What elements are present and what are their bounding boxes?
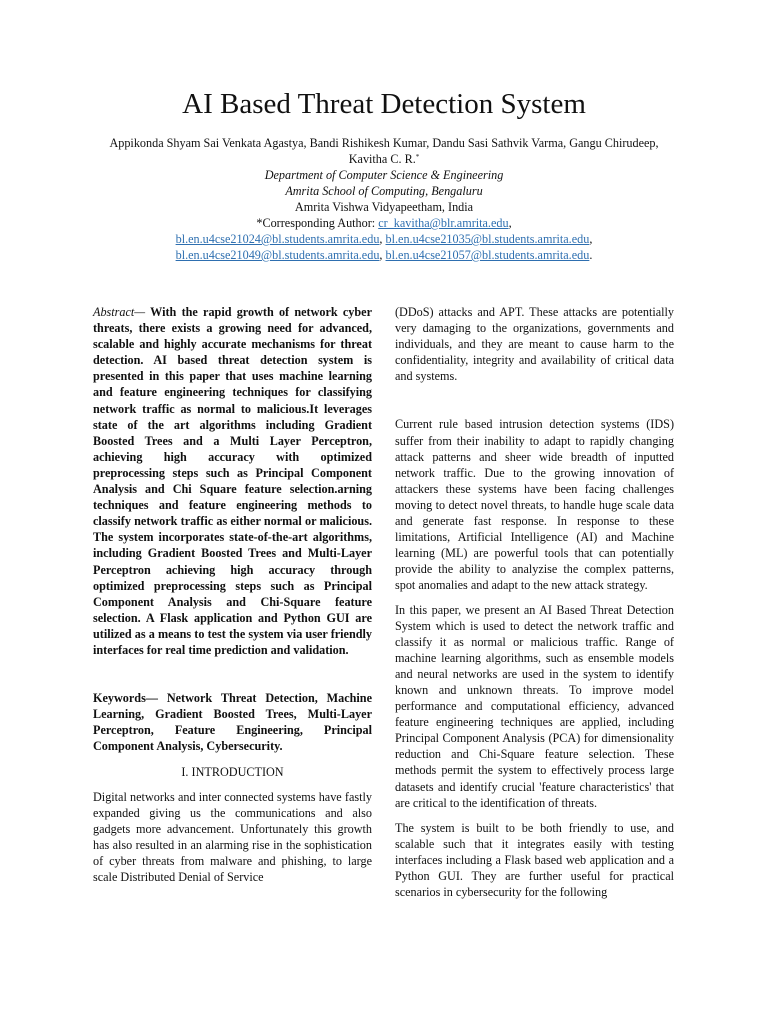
university: Amrita Vishwa Vidyapeetham, India [294, 200, 474, 214]
left-column [93, 304, 372, 885]
terminator: . [589, 248, 593, 262]
intro-paragraph-1: Digital networks and inter connected systems have fastly expanded giving us the communications and also gadgets more advancement. Unfortunately this growth has also resulted in an alarming rise in the sophistication of cyber threats from malware and phishing, to large scale Distributed Denial of Service [93, 789, 372, 884]
intro-paragraph-4: In this paper, we present an AI Based Threat Detection System which is used to detect the network traffic and classify it as normal or malicious traffic. Range of machine learning algorithms, such as ensemble models and neural networks are used in the system to identify known and unknown threats. To improve model performance and computational efficiency, advanced feature engineering techniques are applied, including Principal Component Analysis (PCA) for dimensionality reduction and Chi-Square feature selection. These methods permit the system to effectively process large datasets and identify crucial 'feature characteristics' that are critical to the identification of threats. [395, 602, 674, 810]
section-heading-introduction: I. INTRODUCTION [181, 765, 284, 780]
email-line-3 [88, 247, 680, 263]
author-name-last: Kavitha C. R. [348, 152, 416, 166]
abstract-label: Abstract— [93, 305, 146, 319]
abstract-text: With the rapid growth of network cyber threats, there exists a growing need for advanced, scalable and highly accurate mechanisms for threat detection. AI based threat detection system is presented in this paper that uses machine learning and feature engineering techniques for classifying network traffic as normal to malicious.It leverages state of the art algorithms including Gradient Boosted Trees and a Multi Layer Perceptron, achieving high accuracy with optimized preprocessing steps such as Principal Component Analysis and Chi Square feature selection.arning techniques and feature engineering methods to classify network traffic as either normal or malicious. The system incorporates state-of-the-art algorithms, including Gradient Boosted Trees and Multi-Layer Perceptron achieving high accuracy through optimized preprocessing steps such as Principal Component Analysis and Chi-Square feature selection. A Flask application and Python GUI are utilized as a means to test the system via user friendly interfaces for real time prediction and validation. [93, 305, 372, 657]
authors-line-1: Appikonda Shyam Sai Venkata Agastya, Bandi Rishikesh Kumar, Dandu Sasi Sathvik Varma, Gangu Chirudeep, [109, 136, 659, 150]
email-link-4[interactable]: bl.en.u4cse21049@bl.students.amrita.edu [175, 248, 380, 262]
paper-title: AI Based Threat Detection System [182, 88, 586, 120]
corresponding-label: *Corresponding Author: [256, 216, 379, 230]
authors-line-2 [88, 151, 680, 167]
intro-paragraph-2: (DDoS) attacks and APT. These attacks are potentially very damaging to the organizations, governments and individuals, and they are meant to cause harm to the confidentiality, integrity and availability of critical data and systems. [395, 305, 674, 384]
email-link-1[interactable]: cr_kavitha@blr.amrita.edu [378, 216, 509, 230]
keywords: Keywords— Network Threat Detection, Machine Learning, Gradient Boosted Trees, Multi-Layer Perceptron, Feature Engineering, Principal Component Analysis, Cybersecurity. [93, 691, 372, 754]
separator: , [379, 232, 386, 246]
author-block [88, 135, 680, 263]
separator: , [379, 248, 386, 262]
corresponding-author-line [88, 215, 680, 231]
email-link-2[interactable]: bl.en.u4cse21024@bl.students.amrita.edu [175, 232, 380, 246]
abstract [93, 304, 372, 658]
department: Department of Computer Science & Engineering [264, 168, 504, 182]
intro-paragraph-5: The system is built to be both friendly to use, and scalable such that it integrates easily with testing interfaces including a Flask based web application and a Python GUI. They are further useful for practical scenarios in cybersecurity for the following [395, 820, 674, 900]
email-link-5[interactable]: bl.en.u4cse21057@bl.students.amrita.edu [385, 248, 590, 262]
separator: , [589, 232, 593, 246]
right-column [395, 304, 674, 900]
email-link-3[interactable]: bl.en.u4cse21035@bl.students.amrita.edu [385, 232, 590, 246]
school: Amrita School of Computing, Bengaluru [285, 184, 483, 198]
email-line-2 [88, 231, 680, 247]
corresponding-mark: * [415, 153, 420, 161]
separator: , [508, 216, 512, 230]
intro-paragraph-3: Current rule based intrusion detection systems (IDS) suffer from their inability to adapt to rapidly changing attack patterns and sheer wide breadth of inputted network traffic. Due to the growing innovation of attackers these systems have been facing challenges moving to detect novel threats, to handle huge scale data and generate fast response. In response to these limitations, Artificial Intelligence (AI) and Machine learning (ML) are powerful tools that can potentially provide the ability to analyzise the complex patterns, spot anomalies and adapt to the new attack strategy. [395, 417, 674, 593]
